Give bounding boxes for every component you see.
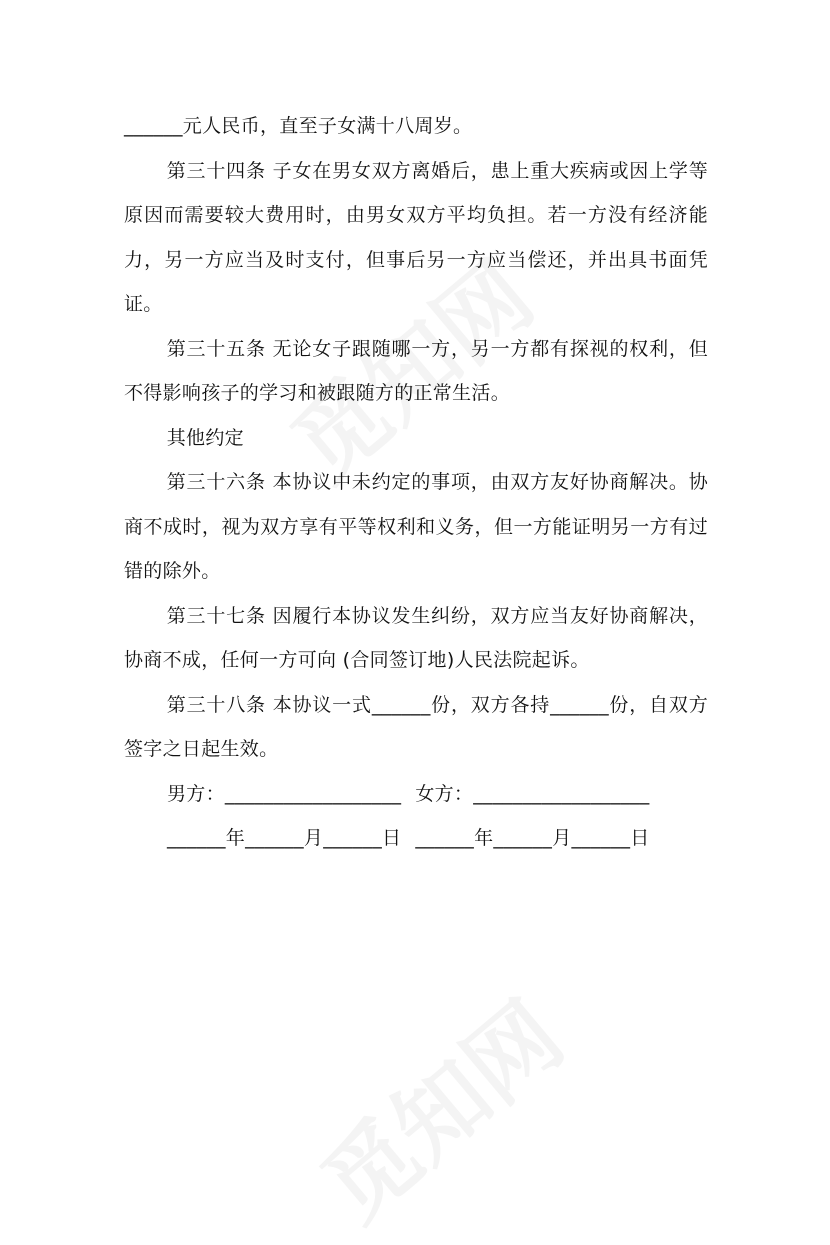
article-34: 第三十四条 子女在男女双方离婚后，患上重大疾病或因上学等原因而需要较大费用时，由男女双方平均负担。若一方没有经济能力，另一方应当及时支付，但事后另一方应当偿还，并出具书面凭证。: [124, 159, 708, 315]
female-date-line: ______年______月______日: [415, 827, 650, 849]
male-date-line: ______年______月______日: [167, 827, 402, 849]
male-signature-line: 男方：__________________: [167, 782, 402, 805]
document-body: [124, 104, 708, 861]
date-row: [124, 816, 708, 861]
section-heading-other-agreements: 其他约定: [166, 426, 244, 449]
female-signature-line: 女方：__________________: [415, 782, 650, 805]
signature-row: [124, 772, 708, 817]
article-37: 第三十七条 因履行本协议发生纠纷，双方应当友好协商解决，协商不成，任何一方可向 (合同签订地)人民法院起诉。: [124, 604, 708, 671]
watermark: [290, 967, 586, 1245]
article-35: 第三十五条 无论女子跟随哪一方，另一方都有探视的权利，但不得影响孩子的学习和被跟随方的正常生活。: [124, 337, 708, 404]
paragraph-continuation: ______元人民币，直至子女满十八周岁。: [124, 115, 473, 137]
article-38: 第三十八条 本协议一式______份，双方各持______份，自双方签字之日起生效。: [124, 693, 708, 760]
article-36: 第三十六条 本协议中未约定的事项，由双方友好协商解决。协商不成时，视为双方享有平等权利和义务，但一方能证明另一方有过错的除外。: [124, 471, 708, 582]
